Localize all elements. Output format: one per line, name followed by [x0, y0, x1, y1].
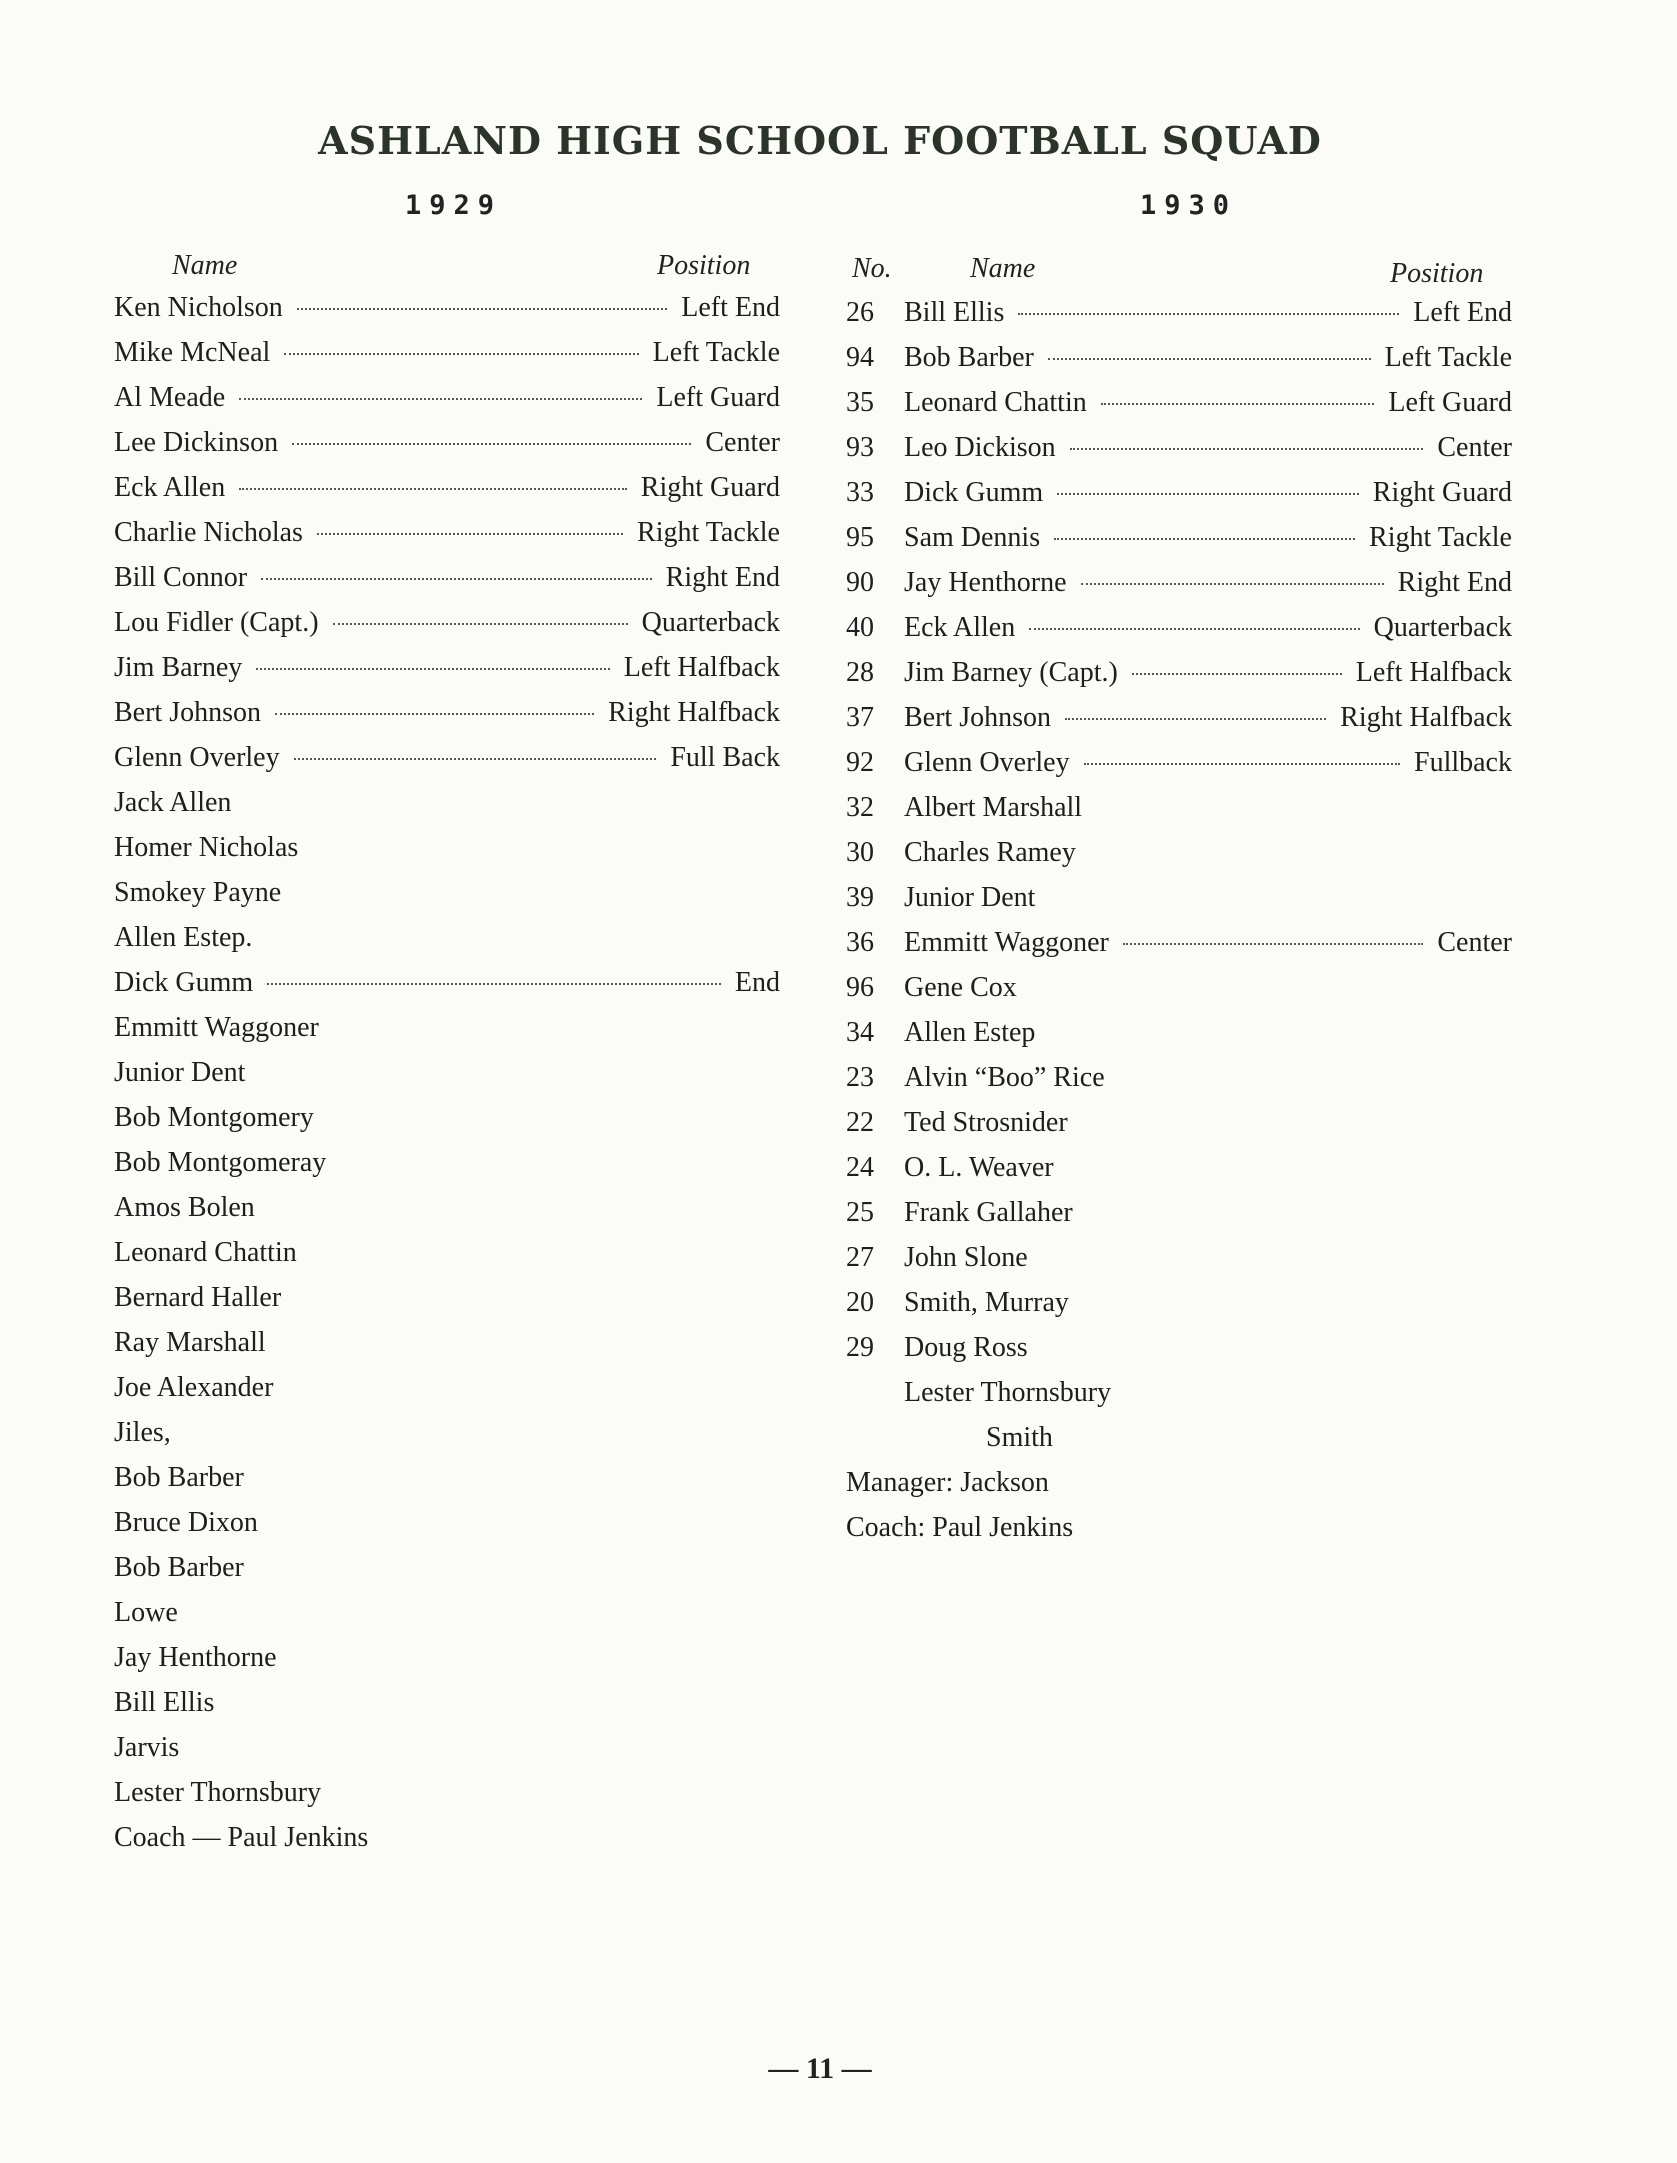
dot-leader	[261, 578, 652, 580]
player-name: Junior Dent	[904, 882, 1036, 913]
dot-leader	[1123, 943, 1424, 945]
player-name: Sam Dennis	[904, 522, 1041, 553]
player-name: Albert Marshall	[904, 792, 1083, 823]
player-name: Frank Gallaher	[904, 1197, 1073, 1228]
jersey-number: 26	[846, 297, 874, 328]
roster-1929	[114, 292, 780, 1867]
player-position: Quarterback	[641, 607, 780, 638]
jersey-number: 23	[846, 1062, 874, 1093]
year-1930-heading: 1930	[1140, 190, 1238, 221]
roster-row	[114, 1147, 780, 1192]
roster-row	[114, 1102, 780, 1147]
roster-row	[114, 1012, 780, 1057]
player-name: Glenn Overley	[114, 742, 280, 773]
roster-1930	[846, 297, 1512, 1557]
player-name: Jack Allen	[114, 787, 232, 818]
player-name: Dick Gumm	[904, 477, 1044, 508]
roster-row	[114, 562, 780, 607]
dot-leader	[239, 488, 627, 490]
roster-row	[846, 1242, 1512, 1287]
roster-row	[114, 1597, 780, 1642]
player-position: Left Tackle	[652, 337, 780, 368]
roster-row	[846, 342, 1512, 387]
player-name: Leo Dickison	[904, 432, 1056, 463]
player-position: Left Guard	[1388, 387, 1512, 418]
player-name: Bill Connor	[114, 562, 248, 593]
roster-row	[846, 477, 1512, 522]
jersey-number: 95	[846, 522, 874, 553]
dot-leader	[294, 758, 657, 760]
dot-leader	[256, 668, 609, 670]
roster-row	[846, 1422, 1512, 1467]
col-header-name-1930: Name	[970, 253, 1036, 284]
player-name: Ted Strosnider	[904, 1107, 1068, 1138]
dot-leader	[1101, 403, 1375, 405]
roster-row	[114, 832, 780, 877]
roster-row	[114, 472, 780, 517]
player-name: Smokey Payne	[114, 877, 282, 908]
roster-row	[846, 297, 1512, 342]
player-name: Bob Montgomeray	[114, 1147, 327, 1178]
roster-row	[846, 792, 1512, 837]
roster-row	[114, 292, 780, 337]
player-name: Ken Nicholson	[114, 292, 283, 323]
roster-row	[114, 967, 780, 1012]
dot-leader	[1081, 583, 1384, 585]
roster-row	[846, 837, 1512, 882]
player-name: Dick Gumm	[114, 967, 254, 998]
jersey-number: 92	[846, 747, 874, 778]
roster-row	[114, 427, 780, 472]
player-name: Bert Johnson	[114, 697, 261, 728]
roster-row	[114, 1057, 780, 1102]
roster-row	[114, 1777, 780, 1822]
jersey-number: 35	[846, 387, 874, 418]
player-position: Center	[1437, 432, 1512, 463]
dot-leader	[1029, 628, 1359, 630]
player-name: Charlie Nicholas	[114, 517, 303, 548]
roster-row	[846, 702, 1512, 747]
roster-row	[114, 337, 780, 382]
player-position: Left Tackle	[1384, 342, 1512, 373]
player-name: Alvin “Boo” Rice	[904, 1062, 1105, 1093]
roster-row	[846, 882, 1512, 927]
player-name: Allen Estep.	[114, 922, 253, 953]
jersey-number: 90	[846, 567, 874, 598]
coach-1930: Coach: Paul Jenkins	[846, 1512, 1074, 1543]
player-position: Center	[705, 427, 780, 458]
roster-row	[114, 1462, 780, 1507]
col-header-no-1930: No.	[852, 253, 892, 284]
player-name: Al Meade	[114, 382, 226, 413]
player-position: End	[734, 967, 780, 998]
player-name: O. L. Weaver	[904, 1152, 1054, 1183]
dot-leader	[1065, 718, 1326, 720]
dot-leader	[275, 713, 594, 715]
col-header-name-1929: Name	[172, 250, 238, 281]
player-position: Left End	[1413, 297, 1512, 328]
jersey-number: 93	[846, 432, 874, 463]
roster-row	[846, 567, 1512, 612]
dot-leader	[317, 533, 623, 535]
player-name: Smith, Murray	[904, 1287, 1069, 1318]
jersey-number: 37	[846, 702, 874, 733]
player-position: Right Halfback	[1340, 702, 1512, 733]
dot-leader	[297, 308, 667, 310]
roster-row	[846, 927, 1512, 972]
roster-row	[114, 382, 780, 427]
roster-row	[114, 517, 780, 562]
roster-row	[114, 1732, 780, 1777]
roster-row	[846, 1467, 1512, 1512]
player-name: Jiles,	[114, 1417, 171, 1448]
player-position: Right End	[1397, 567, 1512, 598]
roster-row	[846, 657, 1512, 702]
roster-row	[846, 1287, 1512, 1332]
roster-row	[114, 1822, 780, 1867]
jersey-number: 28	[846, 657, 874, 688]
coach-1929: Coach — Paul Jenkins	[114, 1822, 369, 1853]
roster-row	[114, 1237, 780, 1282]
roster-row	[846, 1197, 1512, 1242]
page-title: ASHLAND HIGH SCHOOL FOOTBALL SQUAD	[318, 118, 1322, 163]
year-1929-heading: 1929	[405, 190, 503, 221]
player-position: Right Tackle	[1369, 522, 1512, 553]
player-position: Right Guard	[1372, 477, 1512, 508]
player-name: Bruce Dixon	[114, 1507, 258, 1538]
player-name: John Slone	[904, 1242, 1028, 1273]
player-name: Bob Barber	[904, 342, 1034, 373]
player-name: Bob Montgomery	[114, 1102, 314, 1133]
dot-leader	[239, 398, 642, 400]
player-position: Left End	[681, 292, 780, 323]
roster-row	[114, 1327, 780, 1372]
roster-row	[114, 1282, 780, 1327]
player-name: Lee Dickinson	[114, 427, 279, 458]
player-name: Smith	[986, 1422, 1053, 1453]
jersey-number: 94	[846, 342, 874, 373]
jersey-number: 24	[846, 1152, 874, 1183]
player-name: Bernard Haller	[114, 1282, 282, 1313]
player-name: Allen Estep	[904, 1017, 1036, 1048]
jersey-number: 30	[846, 837, 874, 868]
roster-row	[846, 1512, 1512, 1557]
dot-leader	[1084, 763, 1400, 765]
player-position: Fullback	[1414, 747, 1512, 778]
player-name: Eck Allen	[114, 472, 226, 503]
dot-leader	[1070, 448, 1424, 450]
roster-row	[846, 747, 1512, 792]
roster-row	[846, 972, 1512, 1017]
player-name: Bill Ellis	[904, 297, 1005, 328]
roster-row	[114, 1192, 780, 1237]
player-position: Right Halfback	[608, 697, 780, 728]
jersey-number: 34	[846, 1017, 874, 1048]
dot-leader	[292, 443, 691, 445]
jersey-number: 36	[846, 927, 874, 958]
player-name: Leonard Chattin	[114, 1237, 297, 1268]
dot-leader	[1018, 313, 1399, 315]
player-name: Emmitt Waggoner	[114, 1012, 319, 1043]
roster-row	[846, 1152, 1512, 1197]
manager-1930: Manager: Jackson	[846, 1467, 1049, 1498]
roster-row	[114, 1417, 780, 1462]
player-position: Right End	[665, 562, 780, 593]
roster-row	[114, 1552, 780, 1597]
roster-row	[114, 922, 780, 967]
player-name: Jim Barney	[114, 652, 243, 683]
roster-row	[846, 1017, 1512, 1062]
player-position: Right Tackle	[637, 517, 780, 548]
roster-row	[114, 697, 780, 742]
player-position: Center	[1437, 927, 1512, 958]
jersey-number: 27	[846, 1242, 874, 1273]
player-name: Bill Ellis	[114, 1687, 215, 1718]
roster-row	[114, 1642, 780, 1687]
jersey-number: 96	[846, 972, 874, 1003]
jersey-number: 40	[846, 612, 874, 643]
roster-row	[114, 1372, 780, 1417]
jersey-number: 20	[846, 1287, 874, 1318]
dot-leader	[284, 353, 638, 355]
player-name: Leonard Chattin	[904, 387, 1087, 418]
player-name: Lester Thornsbury	[114, 1777, 322, 1808]
dot-leader	[1132, 673, 1342, 675]
jersey-number: 32	[846, 792, 874, 823]
dot-leader	[1048, 358, 1371, 360]
jersey-number: 33	[846, 477, 874, 508]
player-name: Emmitt Waggoner	[904, 927, 1109, 958]
dot-leader	[333, 623, 628, 625]
roster-row	[846, 1062, 1512, 1107]
roster-row	[114, 607, 780, 652]
jersey-number: 39	[846, 882, 874, 913]
player-name: Eck Allen	[904, 612, 1016, 643]
player-name: Gene Cox	[904, 972, 1017, 1003]
player-name: Bert Johnson	[904, 702, 1051, 733]
jersey-number: 25	[846, 1197, 874, 1228]
page-number: — 11 —	[768, 2052, 872, 2085]
dot-leader	[1054, 538, 1355, 540]
player-name: Jay Henthorne	[114, 1642, 277, 1673]
player-name: Mike McNeal	[114, 337, 271, 368]
player-name: Junior Dent	[114, 1057, 246, 1088]
roster-row	[114, 1507, 780, 1552]
roster-row	[846, 1107, 1512, 1152]
roster-row	[846, 432, 1512, 477]
player-name: Bob Barber	[114, 1552, 244, 1583]
player-position: Left Guard	[656, 382, 780, 413]
player-name: Glenn Overley	[904, 747, 1070, 778]
dot-leader	[1057, 493, 1359, 495]
player-name: Lou Fidler (Capt.)	[114, 607, 319, 638]
player-position: Quarterback	[1373, 612, 1512, 643]
jersey-number: 22	[846, 1107, 874, 1138]
player-name: Jim Barney (Capt.)	[904, 657, 1118, 688]
player-position: Full Back	[670, 742, 780, 773]
player-name: Ray Marshall	[114, 1327, 266, 1358]
player-name: Joe Alexander	[114, 1372, 274, 1403]
player-position: Left Halfback	[623, 652, 780, 683]
col-header-position-1930: Position	[1390, 258, 1484, 289]
roster-row	[114, 742, 780, 787]
player-name: Bob Barber	[114, 1462, 244, 1493]
roster-row	[846, 387, 1512, 432]
roster-row	[114, 877, 780, 922]
roster-row	[114, 1687, 780, 1732]
player-name: Jay Henthorne	[904, 567, 1067, 598]
roster-row	[846, 522, 1512, 567]
roster-row	[114, 787, 780, 832]
player-name: Doug Ross	[904, 1332, 1028, 1363]
player-name: Amos Bolen	[114, 1192, 255, 1223]
player-name: Lowe	[114, 1597, 178, 1628]
player-name: Homer Nicholas	[114, 832, 299, 863]
player-position: Right Guard	[640, 472, 780, 503]
roster-row	[846, 1377, 1512, 1422]
dot-leader	[267, 983, 721, 985]
jersey-number: 29	[846, 1332, 874, 1363]
player-name: Jarvis	[114, 1732, 180, 1763]
col-header-position-1929: Position	[657, 250, 751, 281]
player-position: Left Halfback	[1355, 657, 1512, 688]
roster-row	[846, 612, 1512, 657]
roster-row	[114, 652, 780, 697]
player-name: Charles Ramey	[904, 837, 1076, 868]
roster-row	[846, 1332, 1512, 1377]
player-name: Lester Thornsbury	[904, 1377, 1112, 1408]
